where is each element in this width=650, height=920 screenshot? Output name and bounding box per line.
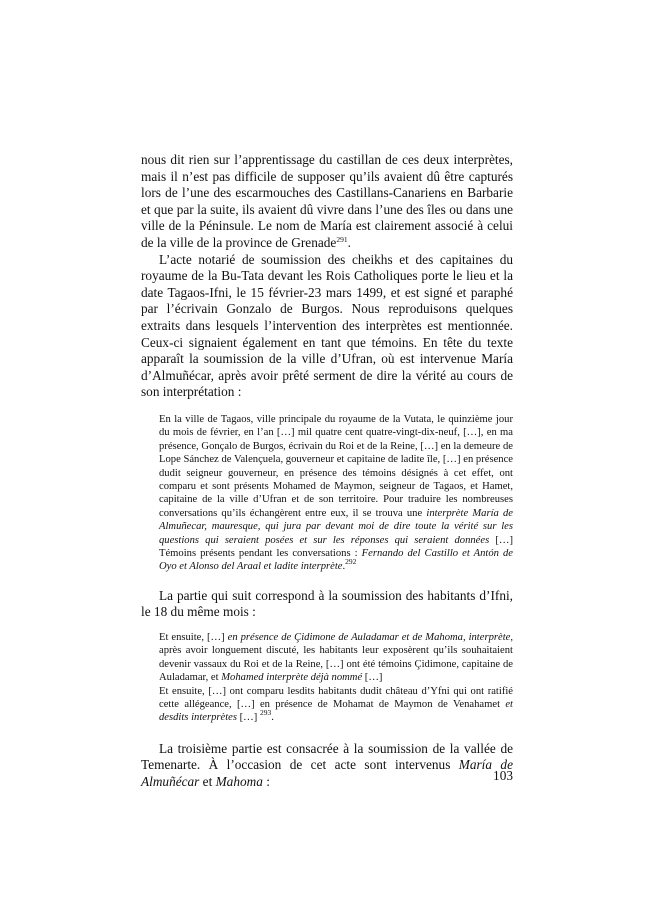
quote-1-text-start: En la ville de Tagaos, ville principale du royaume de la Vutata, le quinzième jour du mois de février, en l’an […] mil quatre cent quatre-vingt-dix-neuf, […], en ma présence, Gonçalo de Burgos, écrivain du Roi et de la Reine, […] en la demeure de Lope Sánchez de Valençuela, gouverneur et capitaine de ladite île, […] en présence dudit seigneur gouverneur, en présence des témoins désignés à cet effet, ont comparu et sont présents Mohamed de Maymon, seigneur de Tagaos, et Hamet, capitaine de la ville d’Ufran et de son territoire. Pour traduire les nombreuses conversations qu’ils échangèrent entre eux, il se trouva une xyxy=(159,413,513,519)
quote-1-italic-witnesses: Fernando del Castillo et Antón de Oyo et Alonso del Araal et ladite interprète xyxy=(159,547,513,573)
quote-2-l1-mid: , après avoir longuement discuté, les habitants leur exposèrent qu’ils souhaitaient devenir vassaux du Roi et de la Reine, […] ont été témoins Çidimone, capitaine de Auladamar, et xyxy=(159,631,514,684)
quote-2-l2-start: Et ensuite, […] ont comparu lesdits habitants dudit château d’Yfni qui ont ratifié cette allégeance, […] en présence de Mohamat de Maymon de Venahamet xyxy=(159,685,513,710)
page-number: 103 xyxy=(493,768,513,783)
quote-1-italic-oath: interprète María de Almuñecar, mauresque, qui jura par devant moi de dire toute la vérité sur les questions qui seraient posées et sur les réponses qui seraient données xyxy=(159,507,513,546)
page-content xyxy=(141,152,513,791)
paragraph-1 xyxy=(141,152,513,252)
paragraph-4-italic-mahoma: Mahoma xyxy=(215,774,263,789)
paragraph-1-text: nous dit rien sur l’apprentissage du castillan de ces deux interprètes, mais il n’est pas difficile de supposer qu’ils avaient dû être capturés lors de l’une des escarmouches des Castillans-Canariens en Barbarie et que par la suite, ils avaient dû vivre dans l’une des îles ou dans une ville de la Péninsule. Le nom de María est clairement associé à celui de la ville de la province de Grenade xyxy=(141,152,513,250)
paragraph-4-mid: et xyxy=(199,774,216,789)
block-quote-2-line-1 xyxy=(159,631,513,685)
footnote-ref-291[interactable]: 291 xyxy=(336,234,348,244)
block-quote-2 xyxy=(141,631,513,725)
paragraph-4-italic-maria: María de Almuñécar xyxy=(141,757,513,789)
footnote-ref-293[interactable]: 293 xyxy=(259,708,272,718)
block-quote-1 xyxy=(141,413,513,574)
paragraph-3: La partie qui suit correspond à la soumission des habitants d’Ifni, le 18 du même mois : xyxy=(141,587,513,620)
block-quote-2-line-2 xyxy=(159,685,513,725)
paragraph-4-end: : xyxy=(262,774,270,789)
quote-2-l2-end: […] xyxy=(236,712,260,724)
paragraph-1-end: . xyxy=(347,234,351,250)
quote-1-text-mid: […] Témoins présents pendant les conversations : xyxy=(159,534,513,559)
quote-2-l1-end: […] xyxy=(362,672,383,684)
paragraph-4 xyxy=(141,741,513,791)
footnote-ref-292[interactable]: 292 xyxy=(345,557,357,567)
quote-2-l2-final: . xyxy=(271,712,274,724)
quote-2-l1-italic: en présence de Çidimone de Auladamar et de Mahoma, interprète xyxy=(227,631,511,643)
paragraph-4-start: La troisième partie est consacrée à la soumission de la vallée de Temenarte. À l’occasion de cet acte sont intervenus xyxy=(141,740,513,773)
block-quote-1-text xyxy=(159,413,513,574)
quote-2-l1-italic-2: Mohamed interprète déjà nommé xyxy=(221,672,363,684)
paragraph-2: L’acte notarié de soumission des cheikhs et des capitaines du royaume de la Bu-Tata devant les Rois Catholiques porte le lieu et la date Tagaos-Ifni, le 15 février-23 mars 1499, et est signé et paraphé par l’écrivain Gonzalo de Burgos. Nous reproduisons quelques extraits dans lesquels l’intervention des interprètes est mentionnée. Ceux-ci signaient également en tant que témoins. En tête du texte apparaît la soumission de la ville d’Ufran, où est intervenue María d’Almuñécar, après avoir prêté serment de dire la vérité au cours de son interprétation : xyxy=(141,251,513,400)
quote-1-text-end: . xyxy=(342,561,346,573)
quote-2-l2-italic: et desdits interprètes xyxy=(159,699,513,724)
quote-2-l1-start: Et ensuite, […] xyxy=(159,631,228,643)
